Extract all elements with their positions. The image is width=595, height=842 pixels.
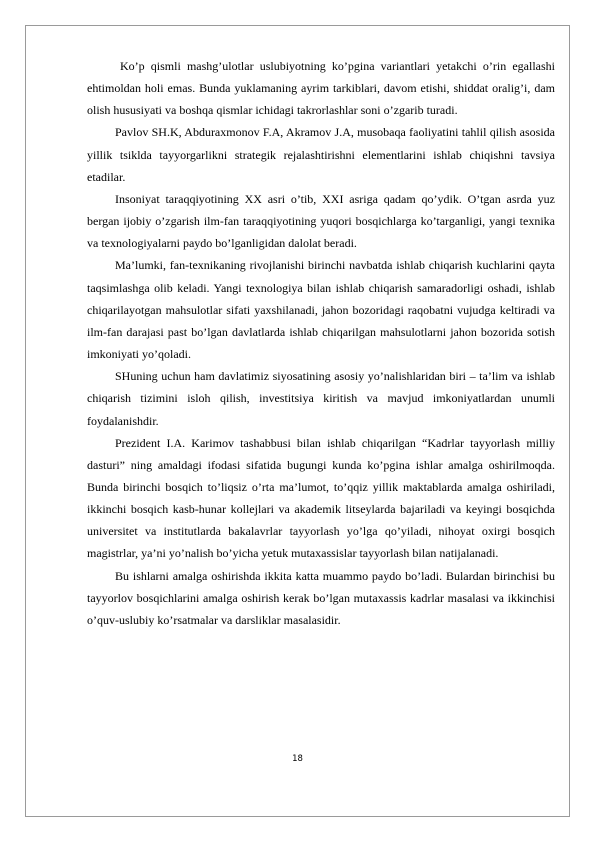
paragraph-1: Ko’p qismli mashg’ulotlar uslubiyotning ko’pgina variantlari yetakchi o’rin egallashi ehtimoldan holi emas. Bunda yuklamaning ayrim tarkiblari, davom etishi, shiddat oralig’i, dam olish hususiyati va boshqa qismlar ichidagi takrorlashlar soni o’zgarib turadi. bbox=[87, 59, 555, 118]
paragraph-5: SHuning uchun ham davlatimiz siyosatining asosiy yo’nalishlaridan biri – ta’lim va ishlab chiqarish tizimini isloh qilish, investitsiya kiritish va mavjud imkoniyatlardan unumli foydalanishdir. bbox=[87, 369, 555, 428]
paragraph-4: Ma’lumki, fan-texnikaning rivojlanishi birinchi navbatda ishlab chiqarish kuchlarini qayta taqsimlashga olib keladi. Yangi texnologiya bilan ishlab chiqarish samaradorligi oshadi, ishlab chiqarilayotgan mahsulotlar sifati yaxshilanadi, jahon bozoridagi raqobatni vujudga keltiradi va ilm-fan darajasi past bo’lgan davlatlarda ishlab chiqarilgan mahsulotlarni jahon bozorida sotish imkoniyati yo’qoladi. bbox=[87, 258, 555, 362]
paragraph-2: Pavlov SH.K, Abduraxmonov F.A, Akramov J.A, musobaqa faoliyatini tahlil qilish asosida yillik tsiklda tayyorgarlikni strategik rejalashtirishni elementlarini ishlab chiqishni tavsiya etadilar. bbox=[87, 125, 555, 184]
document-body bbox=[87, 55, 555, 631]
page-number: 18 bbox=[292, 754, 303, 764]
paragraph-7: Bu ishlarni amalga oshirishda ikkita katta muammo paydo bo’ladi. Bulardan birinchisi bu tayyorlov bosqichlarini amalga oshirish kerak bo’lgan mutaxassis kadrlar masalasi va ikkinchisi o’quv-uslubiy ko’rsatmalar va darsliklar masalasidir. bbox=[87, 568, 555, 627]
paragraph-6: Prezident I.A. Karimov tashabbusi bilan ishlab chiqarilgan “Kadrlar tayyorlash milliy dasturi” ning amaldagi ifodasi sifatida bugungi kunda ko’pgina ishlar amalga oshirilmoqda. Bunda birinchi bosqich to’liqsiz o’rta ma’lumot, to’qqiz yillik maktablarda amalga oshiriladi, ikkinchi bosqich kasb-hunar kollejlari va akademik litseylarda bajariladi va keyingi bosqichda universitet va institutlarda bakalavrlar tayyorlash yo’lga qo’yiladi, nihoyat oxirgi bosqich magistrlar, ya’ni yo’nalish bo’yicha yetuk mutaxassislar tayyorlash bilan natijalanadi. bbox=[87, 435, 555, 561]
paragraph-3: Insoniyat taraqqiyotining XX asri o’tib, XXI asriga qadam qo’ydik. O’tgan asrda yuz bergan ijobiy o’zgarish ilm-fan taraqqiyotining yuqori bosqichlarga ko’targanligi, yangi texnika va texnologiyalarni paydo bo’lganligidan dalolat beradi. bbox=[87, 191, 555, 251]
